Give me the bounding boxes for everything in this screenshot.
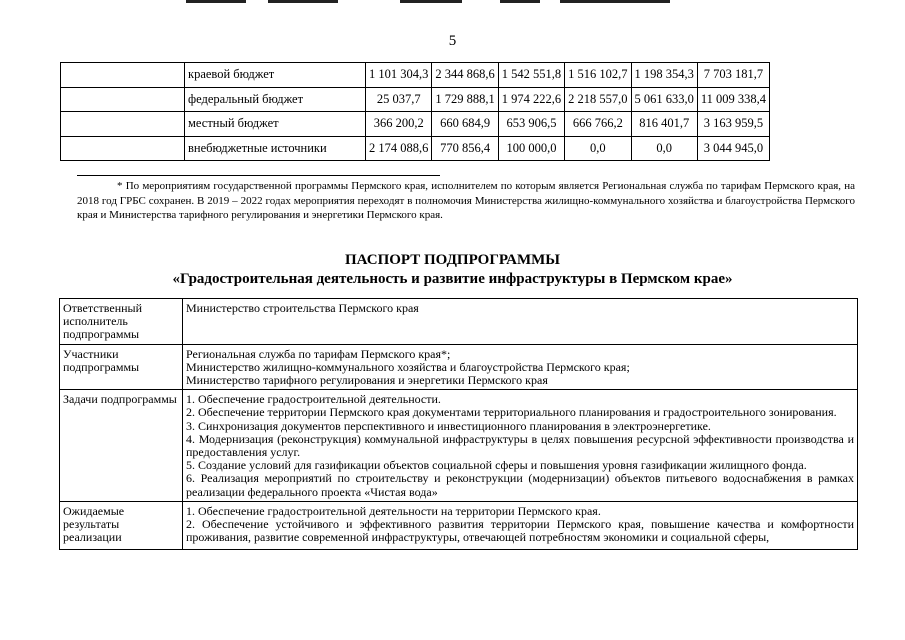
passport-content-line: 4. Модернизация (реконструкция) коммунальной инфраструктуры в целях повышения ресурсной эффективности производства и предоставления услуг. [186,431,854,460]
budget-value-cell: 1 101 304,3 [366,63,432,88]
budget-value-cell: 1 542 551,8 [498,63,564,88]
budget-row [61,87,770,112]
budget-value-cell: 3 044 945,0 [697,136,769,161]
budget-value-cell: 660 684,9 [432,112,498,137]
budget-source-label: краевой бюджет [185,63,366,88]
budget-value-cell: 1 729 888,1 [432,87,498,112]
budget-empty-cell [61,87,185,112]
passport-row [60,501,858,549]
budget-value-cell: 7 703 181,7 [697,63,769,88]
passport-row-label: Задачи подпрограммы [60,390,183,502]
budget-row [61,63,770,88]
footnote-separator [77,175,440,176]
budget-value-cell: 11 009 338,4 [697,87,769,112]
page-number: 5 [448,33,457,49]
budget-value-cell: 2 344 868,6 [432,63,498,88]
budget-value-cell: 0,0 [631,136,697,161]
passport-row-label: Ответственный исполнитель подпрограммы [60,299,183,345]
passport-content-line: 1. Обеспечение градостроительной деятельности. [186,392,441,407]
budget-value-cell: 653 906,5 [498,112,564,137]
passport-row [60,299,858,345]
passport-row-content [183,344,858,390]
budget-value-cell: 2 218 557,0 [565,87,631,112]
passport-subtitle: «Градостроительная деятельность и развитие инфраструктуры в Пермском крае» [172,271,733,287]
passport-row [60,390,858,502]
passport-content-line: 3. Синхронизация документов перспективного и инвестиционного планирования в электроэнергетике. [186,418,711,433]
budget-source-label: федеральный бюджет [185,87,366,112]
passport-content-line: 1. Обеспечение градостроительной деятельности на территории Пермского края. [186,503,601,518]
passport-content-line: Министерство строительства Пермского края [186,301,419,315]
budget-value-cell: 816 401,7 [631,112,697,137]
scan-top-edge-marks [0,0,905,4]
passport-content-line: Региональная служба по тарифам Пермского края*; [186,346,451,361]
passport-row-content [183,501,858,549]
budget-value-cell: 5 061 633,0 [631,87,697,112]
budget-value-cell: 770 856,4 [432,136,498,161]
passport-content-line: 6. Реализация мероприятий по строительству и реконструкции (модернизации) объектов питьевого водоснабжения в рамках реализации федерального проекта «Чистая вода» [186,471,854,499]
budget-value-cell: 366 200,2 [366,112,432,137]
budget-empty-cell [61,63,185,88]
budget-value-cell: 1 974 222,6 [498,87,564,112]
passport-content-line: 2. Обеспечение территории Пермского края документами территориального планирования и градостроительного зонирования. [186,405,837,420]
budget-empty-cell [61,112,185,137]
budget-value-cell: 1 198 354,3 [631,63,697,88]
budget-source-label: внебюджетные источники [185,136,366,161]
budget-empty-cell [61,136,185,161]
passport-row-content [183,390,858,502]
budget-value-cell: 666 766,2 [565,112,631,137]
budget-value-cell: 100 000,0 [498,136,564,161]
passport-table [59,298,858,550]
budget-row [61,136,770,161]
passport-heading [0,251,905,289]
passport-row [60,344,858,390]
passport-title: ПАСПОРТ ПОДПРОГРАММЫ [344,252,560,268]
budget-value-cell: 0,0 [565,136,631,161]
passport-row-label: Ожидаемые результаты реализации [60,501,183,549]
passport-content-line: 5. Создание условий для газификации объектов социальной сферы и повышения уровня газификации жилищного фонда. [186,458,807,473]
footnote: * По мероприятиям государственной программы Пермского края, исполнителем по которым является Региональная служба по тарифам Пермского края, на 2018 год ГРБС сохранен. В 2019 – 2022 годах мероприятия переходят в полномочия Министерства жилищно-коммунального хозяйства и благоустройства Пермского края и Министерства тарифного регулирования и энергетики Пермского края. [77,180,855,221]
budget-source-label: местный бюджет [185,112,366,137]
budget-value-cell: 25 037,7 [366,87,432,112]
passport-content-line: Министерство жилищно-коммунального хозяйства и благоустройства Пермского края; [186,359,630,374]
passport-content-line: Министерство тарифного регулирования и энергетики Пермского края [186,373,548,388]
passport-content-line: 2. Обеспечение устойчивого и эффективного развития территории Пермского края, повышение качества и комфортности проживания, развитие современной инфраструктуры, отвечающей потребностям экономики и социальной сферы, [186,517,854,545]
budget-table [60,62,770,161]
budget-row [61,112,770,137]
budget-value-cell: 3 163 959,5 [697,112,769,137]
budget-value-cell: 1 516 102,7 [565,63,631,88]
budget-value-cell: 2 174 088,6 [366,136,432,161]
passport-row-label: Участники подпрограммы [60,344,183,390]
passport-row-content [183,299,858,345]
